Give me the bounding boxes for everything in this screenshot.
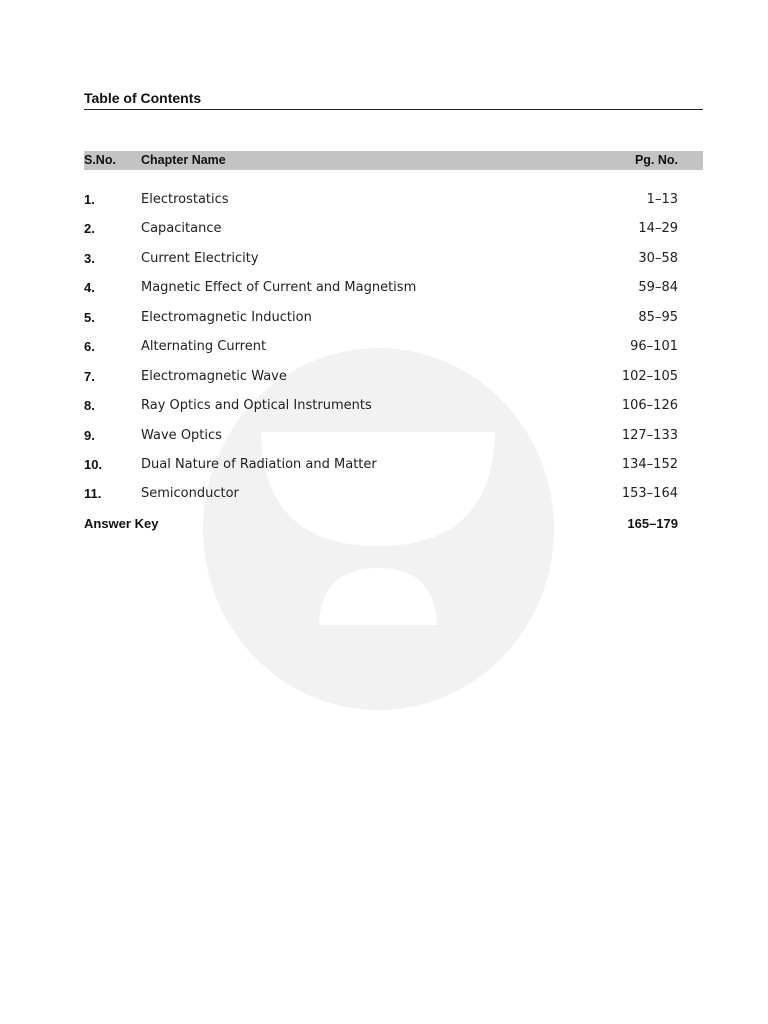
table-row [84,190,703,219]
row-pages: 14–29 [638,221,678,237]
row-sno: 8. [84,398,95,414]
table-row [84,396,703,425]
table-row [84,308,703,337]
row-pages: 127–133 [621,427,678,443]
row-pages: 153–164 [621,486,678,502]
row-sno: 2. [84,221,95,237]
answer-key-label: Answer Key [84,515,159,531]
row-pages: 59–84 [638,280,678,296]
table-row [84,367,703,396]
row-pages: 96–101 [630,339,678,355]
row-sno: 3. [84,250,95,266]
row-chapter: Current Electricity [141,250,259,266]
table-row [84,484,703,513]
row-chapter: Magnetic Effect of Current and Magnetism [141,280,417,296]
header-chapter-name: Chapter Name [141,153,226,167]
row-chapter: Dual Nature of Radiation and Matter [141,456,377,472]
table-row [84,249,703,278]
row-chapter: Ray Optics and Optical Instruments [141,398,372,414]
row-sno: 9. [84,427,95,443]
answer-key-row [84,514,703,543]
row-sno: 10. [84,456,103,472]
row-chapter: Capacitance [141,221,222,237]
row-sno: 4. [84,280,95,296]
table-row [84,426,703,455]
row-chapter: Alternating Current [141,339,267,355]
table-row [84,219,703,248]
row-pages: 106–126 [621,398,678,414]
header-page-number: Pg. No. [634,153,678,167]
row-sno: 5. [84,309,95,325]
row-chapter: Wave Optics [141,427,222,443]
row-chapter: Semiconductor [141,486,239,502]
row-sno: 11. [84,486,102,502]
row-chapter: Electromagnetic Induction [141,309,312,325]
title-divider [84,109,703,110]
row-pages: 85–95 [638,309,678,325]
row-pages: 1–13 [646,192,678,207]
table-row [84,337,703,366]
chapter-list [84,190,703,543]
table-row [84,455,703,484]
row-pages: 134–152 [621,456,678,472]
row-chapter: Electrostatics [141,192,229,207]
row-pages: 102–105 [621,368,678,384]
row-sno: 6. [84,339,95,355]
table-row [84,278,703,307]
page-title: Table of Contents [84,90,202,106]
header-sno: S.No. [84,153,116,167]
table-header [84,151,703,170]
answer-key-pages: 165–179 [627,515,678,531]
row-chapter: Electromagnetic Wave [141,368,287,384]
row-pages: 30–58 [638,250,678,266]
row-sno: 1. [84,192,95,207]
row-sno: 7. [84,368,95,384]
